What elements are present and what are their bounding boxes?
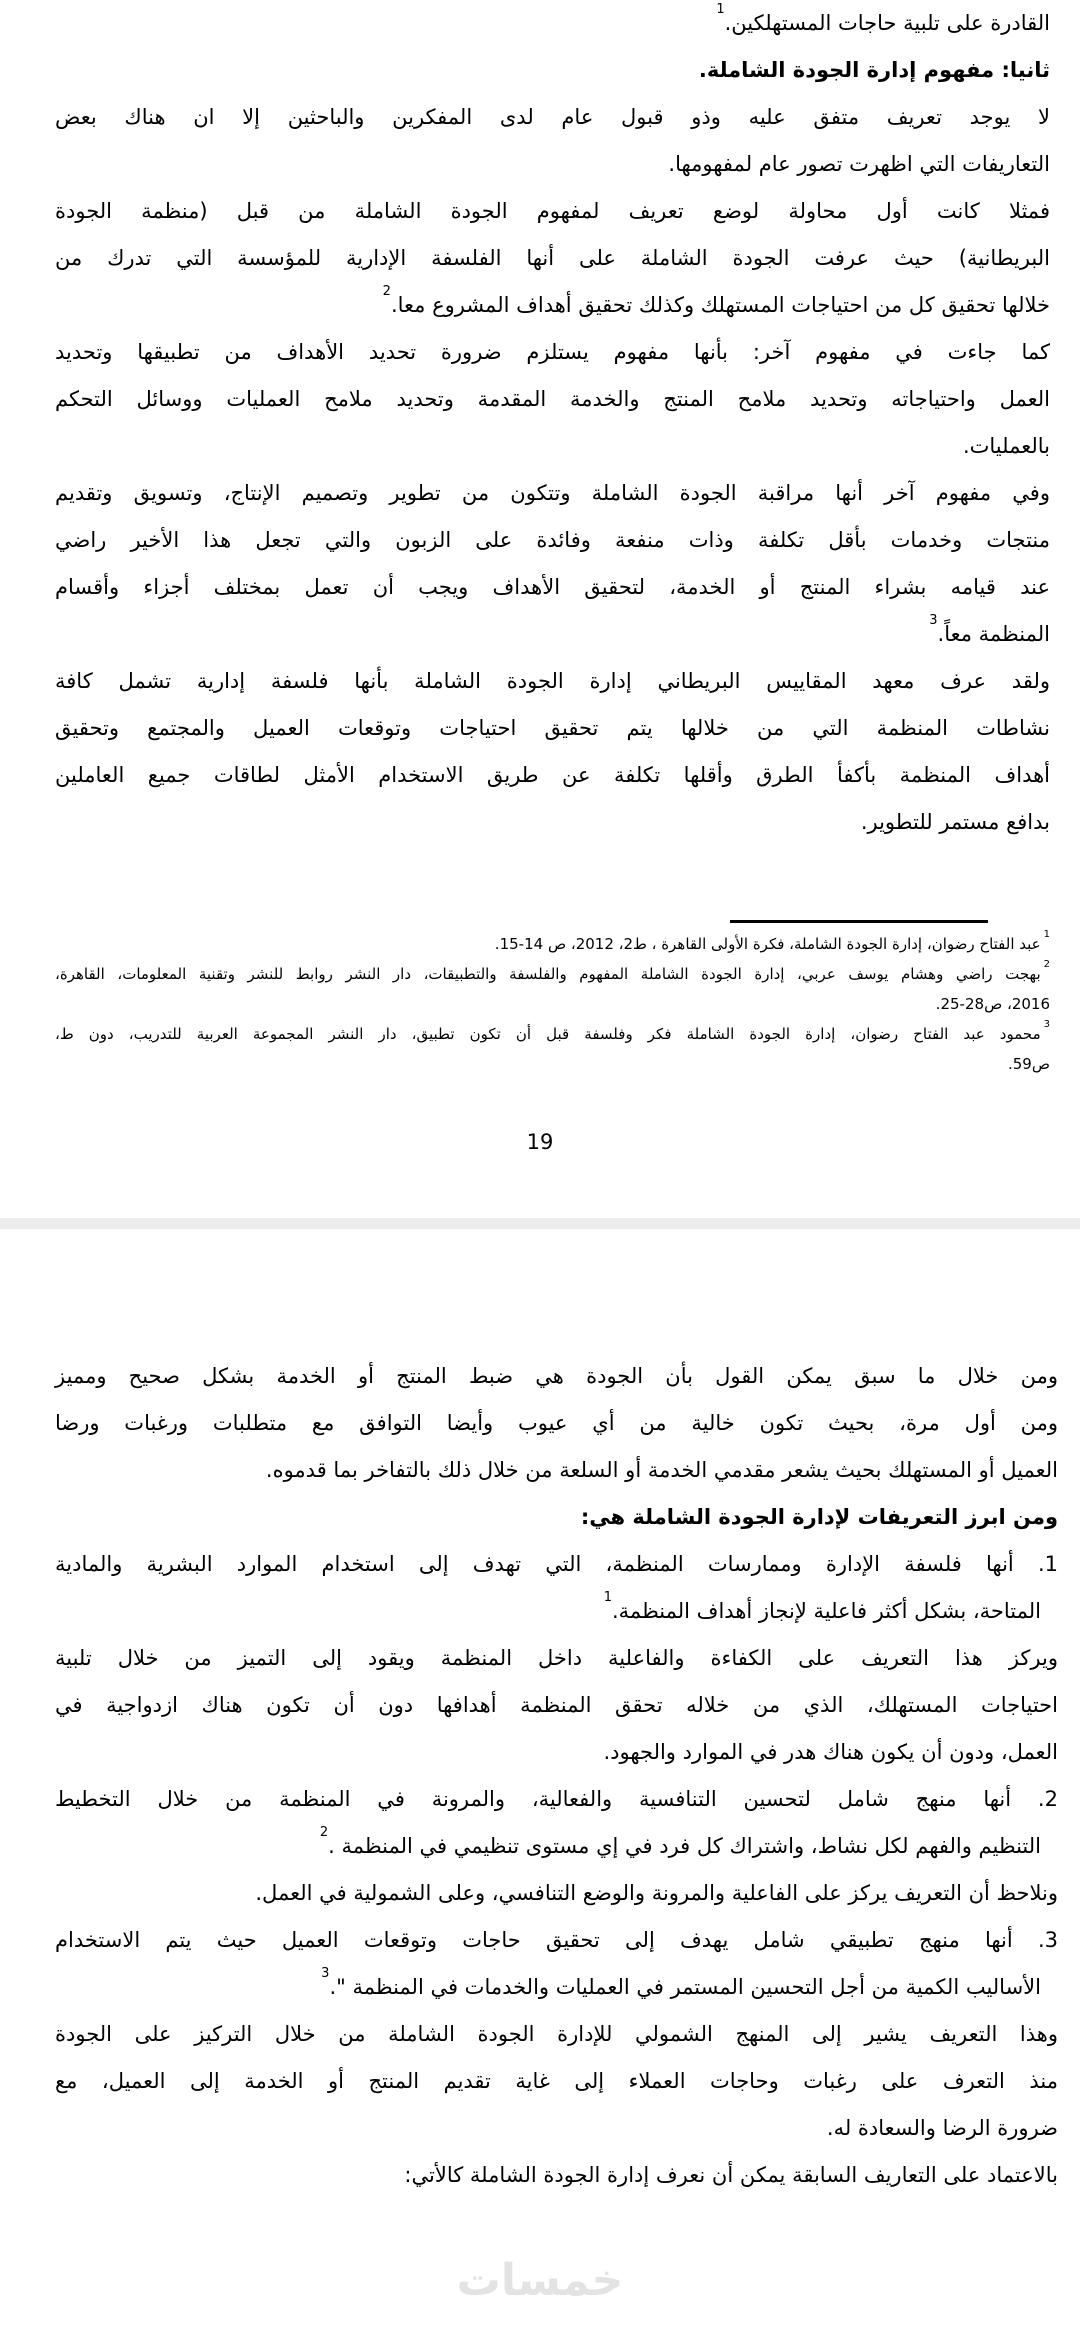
body-line-text: التعاريفات التي اظهرت تصور عام لمفهومها. (668, 152, 1050, 176)
body-line (55, 1823, 1058, 1870)
body-line-text: فمثلا كانت أول محاولة لوضع تعريف لمفهوم الجودة الشاملة من قبل (منظمة الجودة (55, 199, 1050, 223)
body-line (55, 2152, 1058, 2199)
body-line-text: ومن ابرز التعريفات لإدارة الجودة الشاملة هي: (580, 1505, 1058, 1529)
body-line (55, 799, 1050, 846)
footnote-line-text: عبد الفتاح رضوان، إدارة الجودة الشاملة، فكرة الأولى القاهرة ، ط2، 2012، ص 14-15. (494, 935, 1041, 953)
page1-body-text (0, 0, 1080, 846)
body-line (55, 1917, 1058, 1964)
body-line-text: منتجات وخدمات بأقل تكلفة وذات منفعة وفائدة على الزبون والتي تجعل هذا الأخير راضي (55, 528, 1050, 552)
body-line (55, 282, 1050, 329)
footnote-line-text: 2016، ص28-25. (935, 995, 1050, 1013)
page-gap (0, 1218, 1080, 1229)
body-line (55, 329, 1050, 376)
footnote-line (55, 1049, 1050, 1079)
body-line (55, 564, 1050, 611)
body-line-text: وفي مفهوم آخر أنها مراقبة الجودة الشاملة وتتكون من تطوير وتصميم الإنتاج، وتسويق وتقديم (55, 481, 1050, 505)
body-line (55, 376, 1050, 423)
body-line (55, 1964, 1058, 2011)
footnote-reference-mark: 1 (1043, 929, 1050, 940)
body-line (55, 1447, 1058, 1494)
page2-body-text (0, 1229, 1080, 2199)
page1-footnotes (0, 929, 1080, 1079)
body-line-text: لا يوجد تعريف متفق عليه وذو قبول عام لدى المفكرين والباحثين إلا ان هناك بعض (55, 105, 1050, 129)
body-line-text: ولقد عرف معهد المقاييس البريطاني إدارة الجودة الشاملة بأنها فلسفة إدارية تشمل كافة (55, 669, 1050, 693)
body-line-text: التنظيم والفهم لكل نشاط، واشتراك كل فرد في إي مستوى تنظيمي في المنظمة . (328, 1834, 1041, 1858)
body-line-text: ونلاحظ أن التعريف يركز على الفاعلية والمرونة والوضع التنافسي، وعلى الشمولية في العمل. (255, 1881, 1058, 1905)
body-line-text: المتاحة، بشكل أكثر فاعلية لإنجاز أهداف المنظمة. (612, 1599, 1041, 1623)
footnote-reference-mark: 1 (716, 2, 725, 17)
footnote-reference-mark: 1 (603, 1590, 612, 1605)
body-line-text: القادرة على تلبية حاجات المستهلكين. (724, 11, 1050, 35)
footnote-reference-mark: 2 (1043, 959, 1050, 970)
body-line (55, 611, 1050, 658)
body-line (55, 658, 1050, 705)
body-line (55, 235, 1050, 282)
body-line (55, 94, 1050, 141)
body-line (55, 1635, 1058, 1682)
body-line (55, 2105, 1058, 2152)
body-line (55, 2011, 1058, 2058)
body-line (55, 1588, 1058, 1635)
body-line-text: الأساليب الكمية من أجل التحسين المستمر في العمليات والخدمات في المنظمة ". (329, 1975, 1041, 1999)
footnote-line (55, 989, 1050, 1019)
body-line-text: ومن خلال ما سبق يمكن القول بأن الجودة هي ضبط المنتج أو الخدمة بشكل صحيح ومميز (55, 1364, 1058, 1388)
body-line-text: منذ التعرف على رغبات وحاجات العملاء إلى غاية تقديم المنتج أو الخدمة إلى العميل، مع (55, 2069, 1058, 2093)
body-line (55, 188, 1050, 235)
body-line (55, 1870, 1058, 1917)
body-line (55, 1776, 1058, 1823)
footnote-reference-mark: 2 (319, 1825, 329, 1840)
body-line-text: كما جاءت في مفهوم آخر: بأنها مفهوم يستلزم ضرورة تحديد الأهداف من تطبيقها وتحديد (55, 340, 1050, 364)
footnote-reference-mark: 2 (382, 284, 391, 299)
body-line-text: ومن أول مرة، بحيث تكون خالية من أي عيوب وأيضا التوافق مع متطلبات ورغبات ورضا (55, 1411, 1058, 1435)
khamsat-watermark: خمسات (456, 2255, 624, 2306)
body-line-text: بالعمليات. (962, 434, 1050, 458)
body-line-text: ثانيا: مفهوم إدارة الجودة الشاملة. (698, 58, 1050, 82)
body-line-text: عند قيامه بشراء المنتج أو الخدمة، لتحقيق الأهداف ويجب أن تعمل بمختلف أجزاء وأقسام (55, 575, 1050, 599)
body-line-text: 3. أنها منهج تطبيقي شامل يهدف إلى تحقيق حاجات وتوقعات العميل حيث يتم الاستخدام (55, 1928, 1058, 1952)
body-line-text: 1. أنها فلسفة الإدارة وممارسات المنظمة، التي تهدف إلى استخدام الموارد البشرية والمادية (55, 1552, 1058, 1576)
body-line-text: ضرورة الرضا والسعادة له. (826, 2116, 1058, 2140)
body-line (55, 1729, 1058, 1776)
footnote-line-text: ص59. (1007, 1055, 1050, 1073)
body-line-text: بالاعتماد على التعاريف السابقة يمكن أن نعرف إدارة الجودة الشاملة كالأتي: (404, 2163, 1058, 2187)
body-line (55, 1541, 1058, 1588)
body-line-text: العمل واحتياجاته وتحديد ملامح المنتج والخدمة المقدمة وتحديد ملامح العمليات ووسائل التحكم (55, 387, 1050, 411)
page-number: 19 (526, 1130, 554, 1154)
body-line-text: أهداف المنظمة بأكفأ الطرق وأقلها تكلفة عن طريق الاستخدام الأمثل لطاقات جميع العاملين (55, 763, 1050, 787)
footnote-reference-mark: 3 (321, 1966, 330, 1981)
body-line-text: خلالها تحقيق كل من احتياجات المستهلك وكذلك تحقيق أهداف المشروع معا. (390, 293, 1050, 317)
footnote-reference-mark: 3 (1043, 1019, 1050, 1030)
body-line (55, 752, 1050, 799)
body-line (55, 1494, 1058, 1541)
body-line (55, 423, 1050, 470)
footnote-line (55, 929, 1050, 959)
body-line (55, 470, 1050, 517)
body-line (55, 705, 1050, 752)
footnote-separator (730, 920, 988, 923)
body-line-text: وهذا التعريف يشير إلى المنهج الشمولي للإدارة الجودة الشاملة من خلال التركيز على الجودة (55, 2022, 1058, 2046)
body-line (55, 141, 1050, 188)
body-line-text: البريطانية) حيث عرفت الجودة الشاملة على أنها الفلسفة الإدارية للمؤسسة التي تدرك من (55, 246, 1050, 270)
body-line-text: 2. أنها منهج شامل لتحسين التنافسية والفعالية، والمرونة في المنظمة من خلال التخطيط (55, 1787, 1058, 1811)
footnote-line (55, 959, 1050, 989)
body-line-text: احتياجات المستهلك، الذي من خلاله تحقق المنظمة أهدافها دون أن تكون هناك ازدواجية في (55, 1693, 1058, 1717)
body-line (55, 517, 1050, 564)
body-line-text: ويركز هذا التعريف على الكفاءة والفاعلية داخل المنظمة ويقود إلى التميز من خلال تلبية (55, 1646, 1058, 1670)
body-line (55, 1353, 1058, 1400)
body-line-text: العمل، ودون أن يكون هناك هدر في الموارد والجهود. (603, 1740, 1058, 1764)
footnote-line-text: محمود عبد الفتاح رضوان، إدارة الجودة الشاملة فكر وفلسفة قبل أن تكون تطبيق، دار النشر المجموعة العربية للتدريب، دون ط، (55, 1025, 1041, 1043)
footnote-reference-mark: 3 (929, 613, 938, 628)
body-line (55, 0, 1050, 47)
body-line-text: بدافع مستمر للتطوير. (860, 810, 1050, 834)
page-2 (0, 1229, 1080, 2340)
body-line-text: المنظمة معاً. (937, 622, 1050, 646)
body-line (55, 1400, 1058, 1447)
body-line-text: العميل أو المستهلك بحيث يشعر مقدمي الخدمة أو السلعة من خلال ذلك بالتفاخر بما قدموه. (265, 1458, 1058, 1482)
footnote-line (55, 1019, 1050, 1049)
body-line (55, 1682, 1058, 1729)
footnote-line-text: بهجت راضي وهشام يوسف عربي، إدارة الجودة الشاملة المفهوم والفلسفة والتطبيقات، دار النشر روابط للنشر وتقنية المعلومات، القاهرة، (55, 965, 1041, 983)
body-line (55, 2058, 1058, 2105)
body-line (55, 47, 1050, 94)
body-line-text: نشاطات المنظمة التي من خلالها يتم تحقيق احتياجات وتوقعات العميل والمجتمع وتحقيق (55, 716, 1050, 740)
